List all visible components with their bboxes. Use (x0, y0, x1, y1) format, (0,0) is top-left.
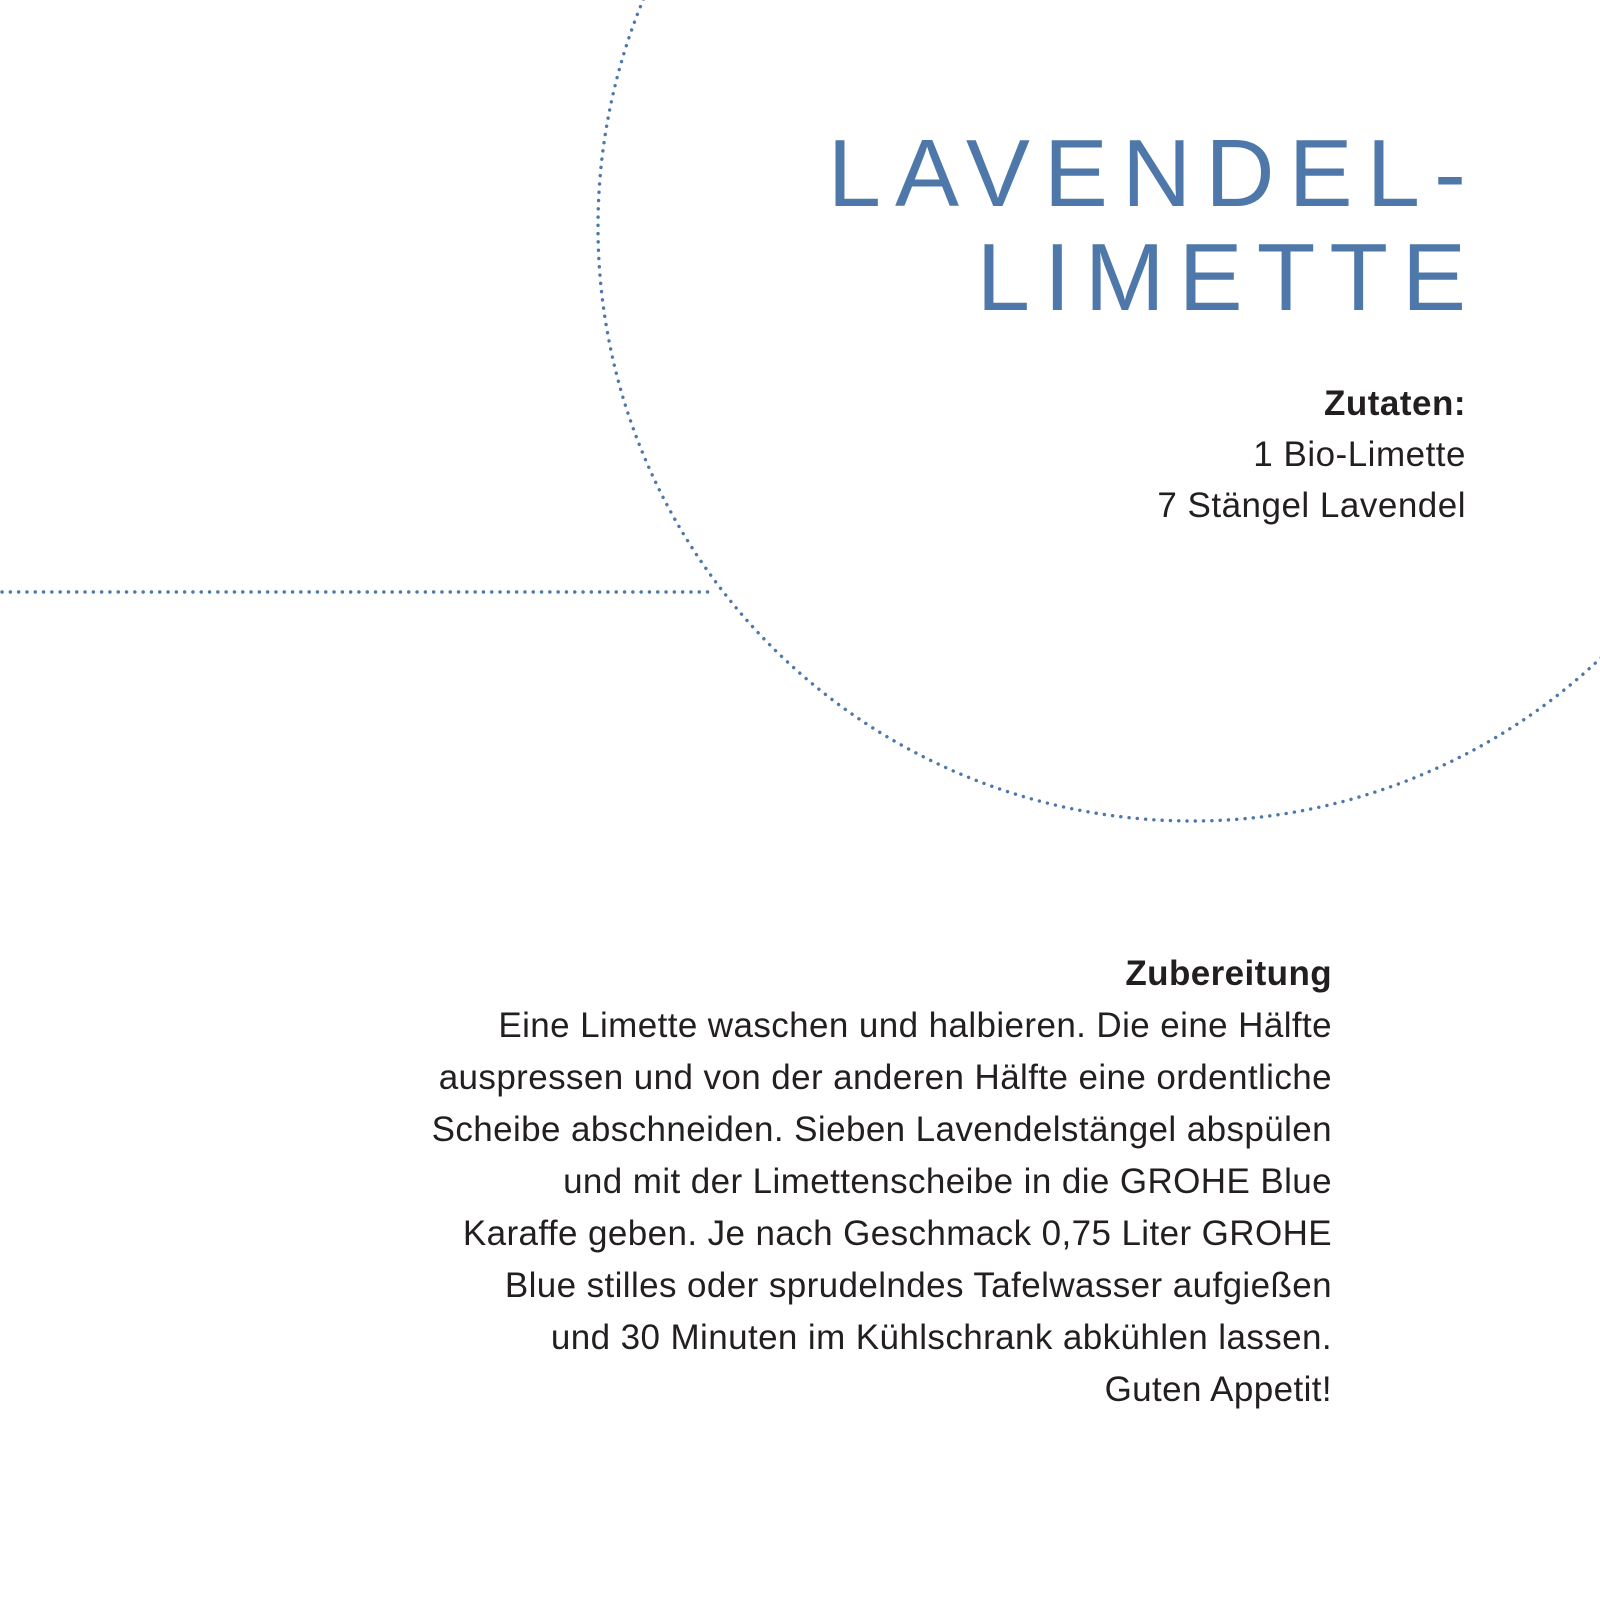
preparation-text-line: und mit der Limettenscheibe in die GROHE Blue (563, 1162, 1332, 1201)
recipe-title-line-2: LIMETTE (976, 224, 1480, 331)
preparation-text-line: und 30 Minuten im Kühlschrank abkühlen lassen. (550, 1318, 1332, 1357)
preparation-text-line: Scheibe abschneiden. Sieben Lavendelstängel abspülen (431, 1110, 1332, 1149)
preparation-text-line: Blue stilles oder sprudelndes Tafelwasser aufgießen (504, 1266, 1332, 1305)
ingredient-item: 7 Stängel Lavendel (1157, 486, 1466, 525)
preparation-text-line: Eine Limette waschen und halbieren. Die eine Hälfte (498, 1006, 1332, 1045)
preparation-heading: Zubereitung (1125, 954, 1332, 993)
preparation-text-line: auspressen und von der anderen Hälfte eine ordentliche (438, 1058, 1332, 1097)
ingredients-heading: Zutaten: (1323, 384, 1466, 423)
recipe-title-line-1: LAVENDEL- (827, 120, 1480, 227)
preparation-section (372, 948, 1332, 1416)
preparation-text-line: Guten Appetit! (1104, 1370, 1332, 1409)
recipe-title (828, 122, 1480, 330)
ingredients-section (1157, 378, 1466, 531)
preparation-text-line: Karaffe geben. Je nach Geschmack 0,75 Liter GROHE (462, 1214, 1332, 1253)
ingredient-item: 1 Bio-Limette (1253, 435, 1466, 474)
